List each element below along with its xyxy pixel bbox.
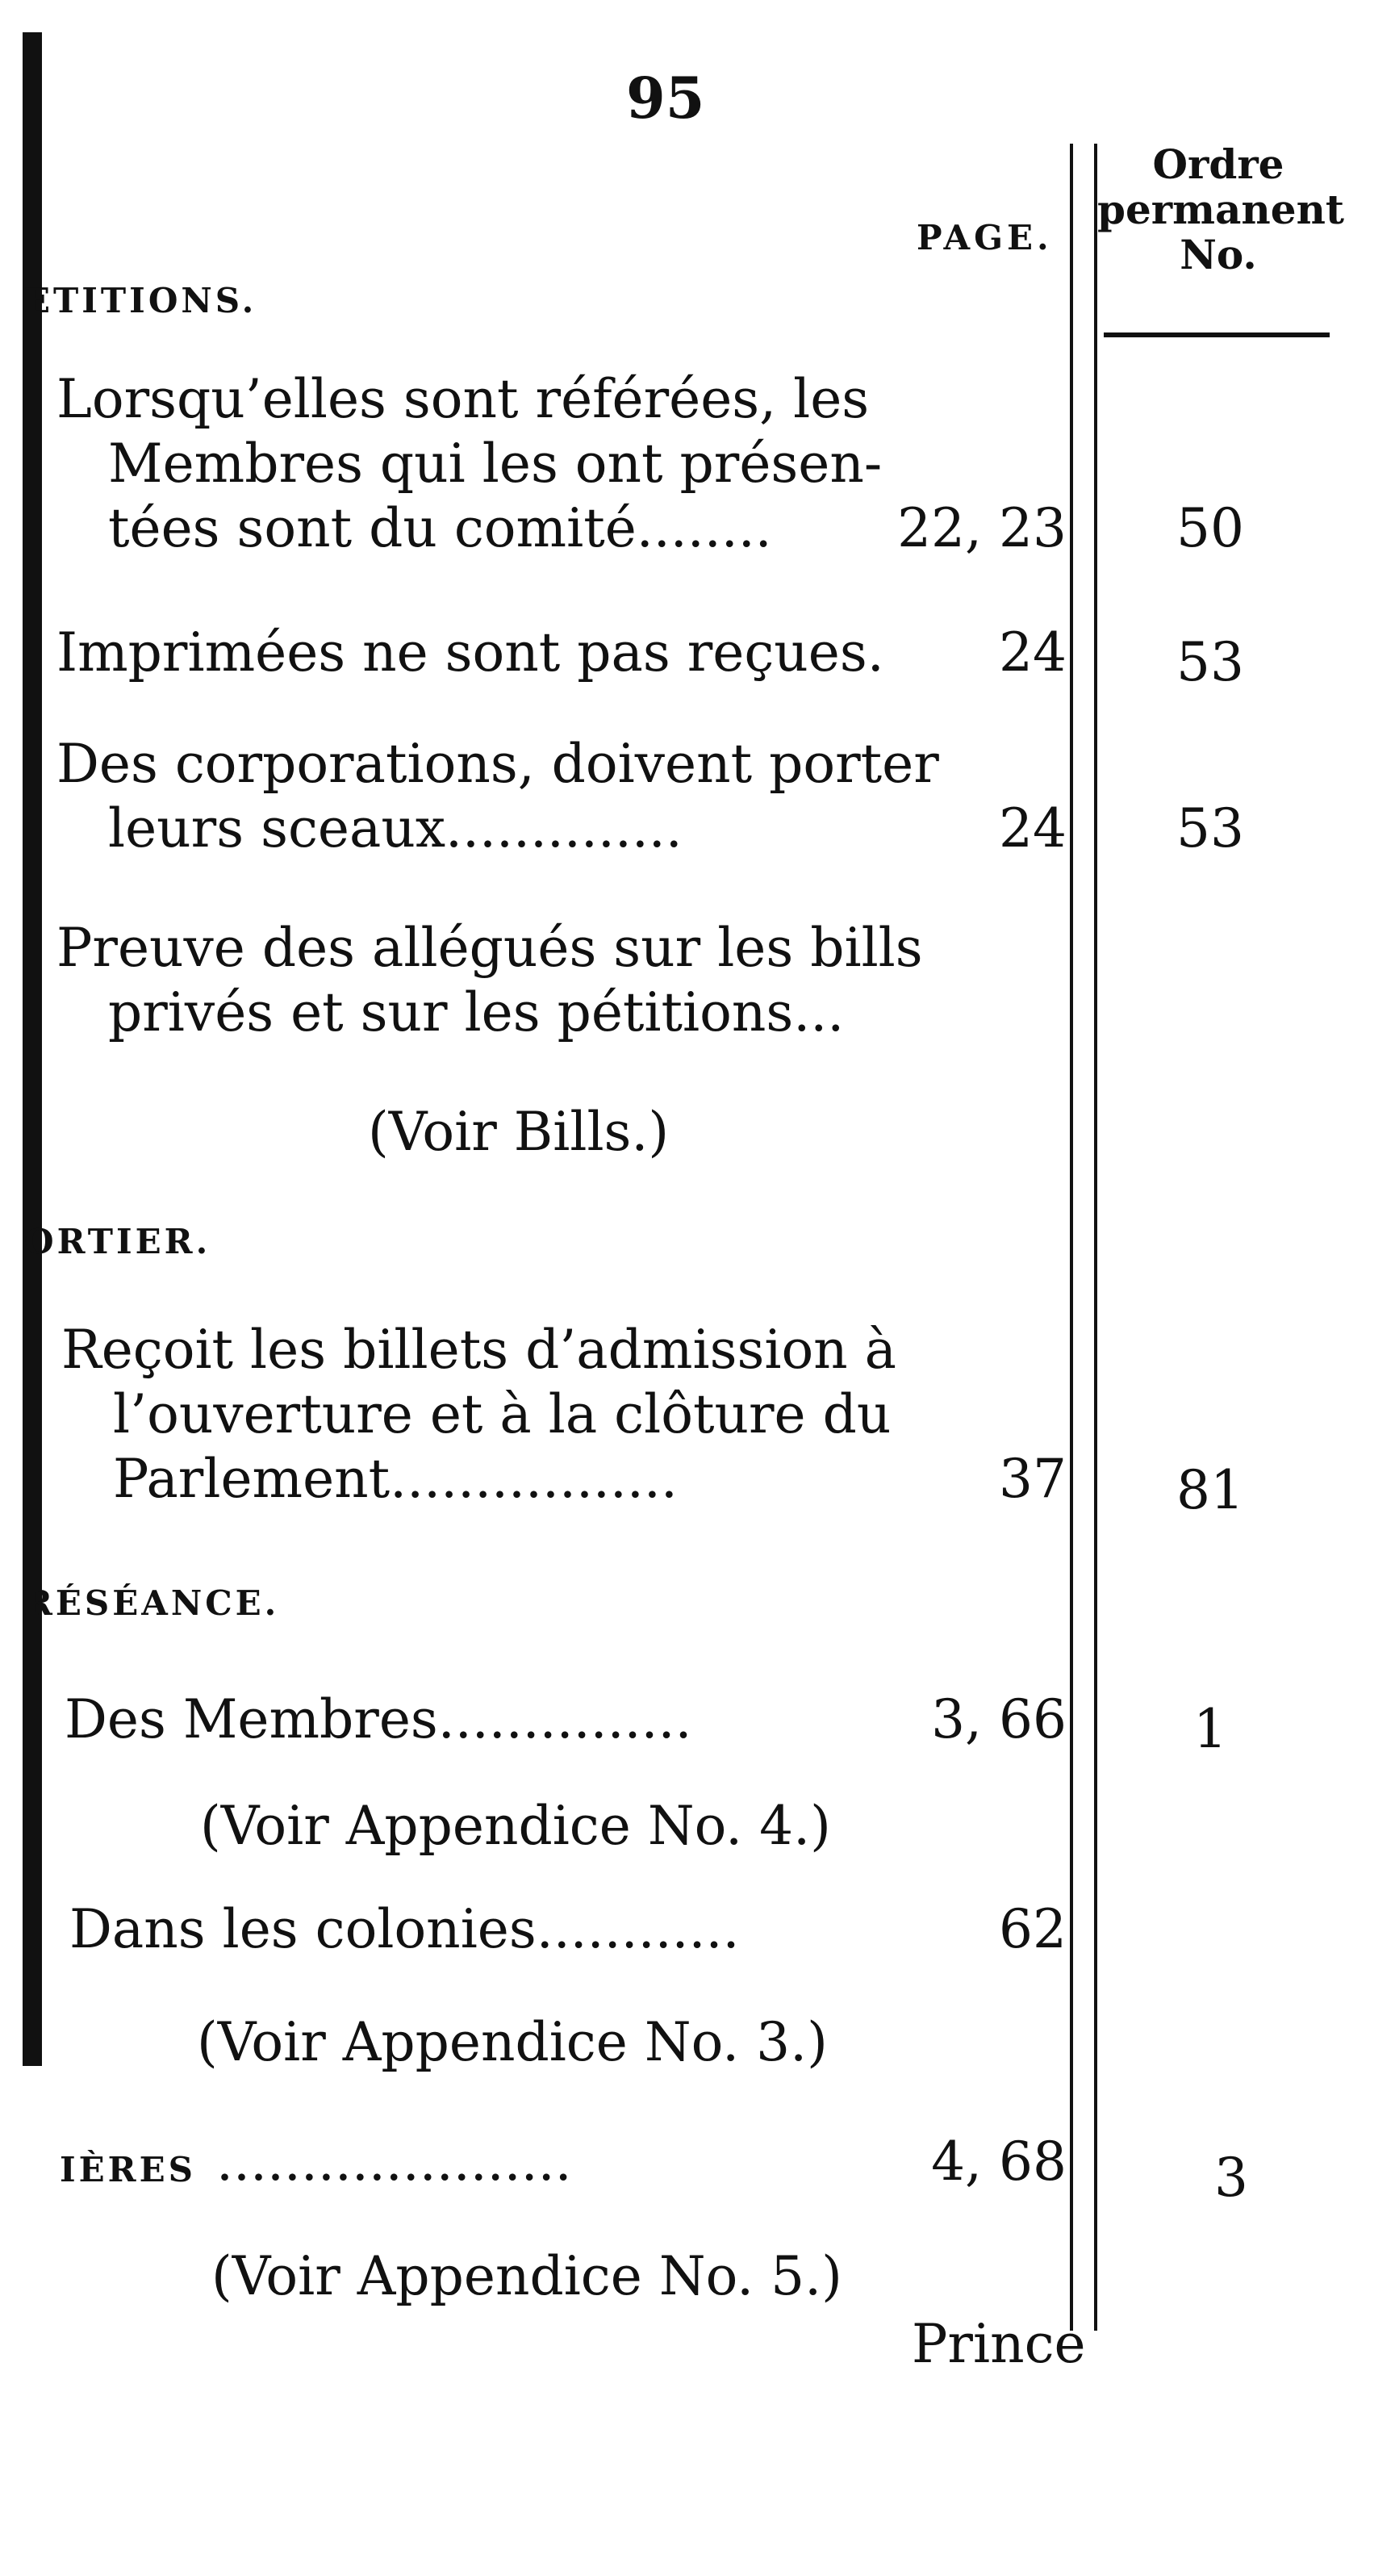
standing-order-header-line-1: Ordre (1152, 140, 1284, 188)
standing-order-ref: 53 (1176, 631, 1244, 693)
column-rule-page-left (1070, 144, 1073, 2331)
page-ref: 37 (999, 1448, 1067, 1510)
page-ref: 24 (999, 621, 1067, 684)
binding-edge (23, 32, 42, 2066)
catchword: Prince (912, 2313, 1086, 2375)
entry-line: Des Membres............... (65, 1688, 692, 1750)
standing-order-ref: 81 (1176, 1459, 1244, 1521)
page-number: 95 (626, 65, 705, 132)
see-also-reference: (Voir Appendice No. 3.) (197, 2011, 828, 2073)
page-ref: 24 (999, 797, 1067, 859)
standing-order-ref: 50 (1176, 497, 1244, 559)
standing-order-header-line-3: No. (1180, 231, 1257, 278)
see-also-reference: (Voir Appendice No. 5.) (211, 2245, 842, 2307)
standing-order-header-line-2: permanent (1097, 186, 1345, 233)
entry-line: Dans les colonies............ (69, 1898, 740, 1960)
entry-line: l’ouverture et à la clôture du (113, 1383, 892, 1445)
entry-line: Imprimées ne sont pas reçues. (56, 621, 884, 684)
entry-line: Parlement................. (113, 1448, 678, 1510)
section-heading: ETITIONS. (24, 281, 257, 320)
page-ref: 3, 66 (931, 1688, 1067, 1750)
page-ref: 62 (999, 1898, 1067, 1960)
entry-line: tées sont du comité........ (108, 497, 772, 559)
section-heading: RÉSÉANCE. (24, 1583, 280, 1623)
page-ref: 22, 23 (897, 497, 1067, 559)
section-heading: ORTIER. (24, 1222, 211, 1261)
entry-line: Des corporations, doivent porter (56, 733, 939, 795)
column-rule-page-right (1094, 144, 1097, 2331)
page-column-header: PAGE. (917, 218, 1053, 257)
entry-line: Membres qui les ont présen- (108, 433, 883, 495)
header-underline (1104, 332, 1330, 337)
see-also-reference: (Voir Bills.) (368, 1101, 670, 1163)
entry-line: Preuve des allégués sur les bills (56, 917, 923, 979)
standing-order-ref: 1 (1193, 1698, 1227, 1760)
entry-line: Lorsqu’elles sont référées, les (56, 368, 870, 430)
see-also-reference: (Voir Appendice No. 4.) (200, 1795, 831, 1857)
standing-order-ref: 3 (1214, 2147, 1248, 2209)
standing-order-ref: 53 (1176, 797, 1244, 859)
standing-order-column-header (1097, 140, 1345, 278)
entry-line: ..................... (216, 2131, 572, 2193)
page-ref: 4, 68 (931, 2131, 1067, 2193)
entry-line: leurs sceaux.............. (108, 797, 683, 859)
entry-line: Reçoit les billets d’admission à (61, 1319, 897, 1381)
entry-line: privés et sur les pétitions... (108, 981, 845, 1043)
section-heading: IÈRES (60, 2150, 196, 2189)
